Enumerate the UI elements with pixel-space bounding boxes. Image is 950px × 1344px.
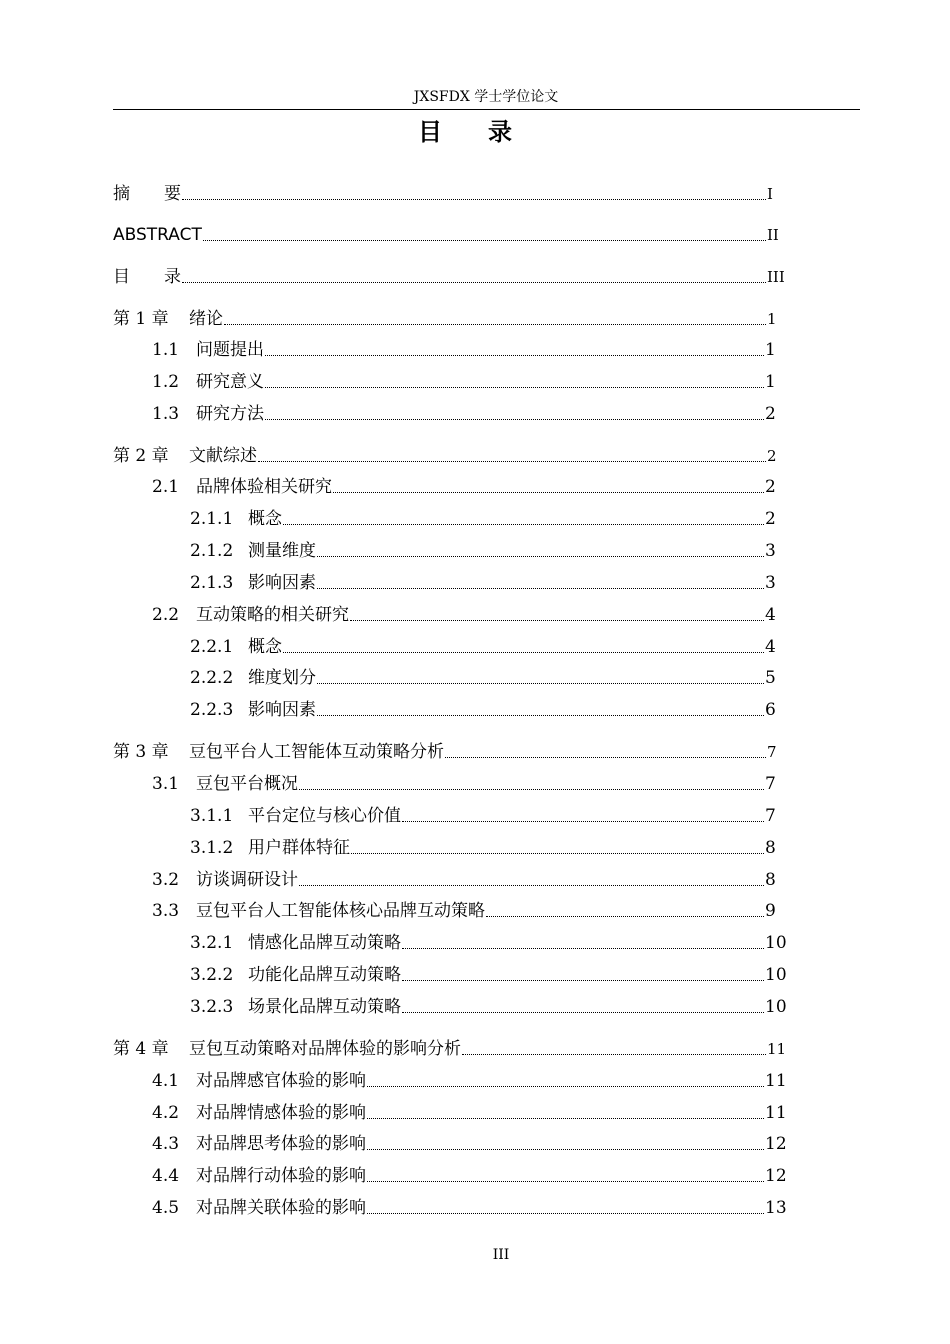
toc-entry-title: 影响因素 bbox=[248, 700, 316, 720]
toc-entry-number: 4.4 bbox=[152, 1166, 180, 1186]
toc-entry-number: 1.2 bbox=[152, 372, 180, 392]
toc-entry-page: III bbox=[767, 268, 785, 286]
toc-entry-page: 2 bbox=[765, 477, 776, 497]
toc-entry[interactable] bbox=[190, 836, 789, 860]
toc-leader-dots bbox=[265, 355, 764, 356]
toc-entry-title: 平台定位与核心价值 bbox=[248, 806, 401, 826]
toc-leader-dots bbox=[367, 1086, 764, 1087]
toc-entry-title: 品牌体验相关研究 bbox=[196, 477, 332, 497]
toc-entry[interactable] bbox=[113, 1037, 789, 1061]
toc-entry-page: 7 bbox=[765, 774, 776, 794]
toc-entry-page: 5 bbox=[765, 668, 776, 688]
toc-entry-number: 3.1 bbox=[152, 774, 180, 794]
toc-entry-title: 场景化品牌互动策略 bbox=[248, 997, 401, 1017]
toc-entry-title: 问题提出 bbox=[196, 340, 264, 360]
toc-entry-page: 4 bbox=[765, 605, 776, 625]
toc-leader-dots bbox=[317, 588, 764, 589]
toc-entry-number: 1.1 bbox=[152, 340, 180, 360]
toc-entry[interactable] bbox=[152, 1069, 789, 1093]
toc-entry[interactable] bbox=[152, 772, 789, 796]
toc-entry[interactable] bbox=[190, 666, 789, 690]
toc-entry-page: 2 bbox=[767, 447, 777, 465]
toc-leader-dots bbox=[462, 1054, 766, 1055]
toc-entry[interactable] bbox=[152, 1196, 789, 1220]
toc-entry-number: 3.3 bbox=[152, 901, 180, 921]
toc-entry-title: 概念 bbox=[248, 509, 282, 529]
toc-entry-title: 豆包平台概况 bbox=[196, 774, 298, 794]
toc-entry-number: 第 3 章 bbox=[113, 742, 169, 762]
toc-leader-dots bbox=[486, 916, 764, 917]
toc-entry-number: 3.1.2 bbox=[190, 838, 234, 858]
toc-entry-page: 12 bbox=[765, 1166, 787, 1186]
toc-entry[interactable] bbox=[152, 370, 789, 394]
toc-entry[interactable] bbox=[190, 963, 789, 987]
toc-entry[interactable] bbox=[113, 223, 789, 247]
toc-entry-title: 豆包平台人工智能体互动策略分析 bbox=[189, 742, 444, 762]
toc-entry-number: 2.1.3 bbox=[190, 573, 234, 593]
toc-entry-page: 7 bbox=[765, 806, 776, 826]
toc-entry[interactable] bbox=[113, 265, 789, 289]
toc-entry-page: 12 bbox=[765, 1134, 787, 1154]
page-number: III bbox=[492, 1247, 510, 1263]
toc-entry-number: 2.2.2 bbox=[190, 668, 234, 688]
toc-leader-dots bbox=[333, 492, 764, 493]
toc-leader-dots bbox=[367, 1213, 764, 1214]
toc-entry-page: II bbox=[767, 226, 779, 244]
toc-entry-title: 影响因素 bbox=[248, 573, 316, 593]
toc-entry-title: 维度划分 bbox=[248, 668, 316, 688]
toc-leader-dots bbox=[182, 282, 766, 283]
toc-entry[interactable] bbox=[113, 307, 789, 331]
toc-entry-page: 1 bbox=[765, 340, 776, 360]
toc-entry[interactable] bbox=[190, 931, 789, 955]
toc-entry-title: 情感化品牌互动策略 bbox=[248, 933, 401, 953]
toc-entry-number: 1.3 bbox=[152, 404, 180, 424]
toc-entry-number: 3.1.1 bbox=[190, 806, 234, 826]
toc-entry-number: 2.2.3 bbox=[190, 700, 234, 720]
toc-entry-title: 对品牌情感体验的影响 bbox=[196, 1103, 366, 1123]
toc-entry[interactable] bbox=[152, 868, 789, 892]
toc-leader-dots bbox=[402, 980, 764, 981]
toc-entry[interactable] bbox=[152, 1132, 789, 1156]
toc-entry[interactable] bbox=[152, 402, 789, 426]
toc-entry-number: 4.2 bbox=[152, 1103, 180, 1123]
toc-leader-dots bbox=[283, 524, 764, 525]
toc-entry-number: 第 2 章 bbox=[113, 446, 169, 466]
toc-entry-title: 测量维度 bbox=[248, 541, 316, 561]
toc-entry-page: 3 bbox=[765, 573, 776, 593]
toc-entry-page: 2 bbox=[765, 404, 776, 424]
toc-entry-page: 11 bbox=[765, 1103, 787, 1123]
toc-leader-dots bbox=[367, 1149, 764, 1150]
toc-entry-page: 1 bbox=[767, 310, 777, 328]
toc-entry-page: 11 bbox=[767, 1040, 787, 1058]
page-title: 目录 bbox=[418, 118, 558, 146]
toc-entry-title: 访谈调研设计 bbox=[196, 870, 298, 890]
toc-leader-dots bbox=[402, 1012, 764, 1013]
toc-leader-dots bbox=[182, 199, 766, 200]
toc-entry-title: 研究意义 bbox=[196, 372, 264, 392]
toc-entry-page: 9 bbox=[765, 901, 776, 921]
toc-leader-dots bbox=[367, 1181, 764, 1182]
toc-entry[interactable] bbox=[152, 1164, 789, 1188]
toc-entry-title: 对品牌感官体验的影响 bbox=[196, 1071, 366, 1091]
toc-entry-number: 第 4 章 bbox=[113, 1039, 169, 1059]
toc-entry-number: 4.1 bbox=[152, 1071, 180, 1091]
toc-entry-number: 2.1.2 bbox=[190, 541, 234, 561]
toc-entry-title: 对品牌思考体验的影响 bbox=[196, 1134, 366, 1154]
toc-leader-dots bbox=[203, 240, 766, 241]
toc-entry-page: 1 bbox=[765, 372, 776, 392]
toc-leader-dots bbox=[283, 652, 764, 653]
toc-entry-page: I bbox=[767, 185, 773, 203]
toc-leader-dots bbox=[402, 821, 764, 822]
toc-leader-dots bbox=[299, 885, 764, 886]
toc-entry[interactable] bbox=[152, 338, 789, 362]
toc-entry-number: 2.2 bbox=[152, 605, 180, 625]
toc-entry-page: 10 bbox=[765, 997, 787, 1017]
toc-entry-number: 3.2.3 bbox=[190, 997, 234, 1017]
toc-entry[interactable] bbox=[190, 571, 789, 595]
toc-entry-page: 8 bbox=[765, 838, 776, 858]
toc-leader-dots bbox=[317, 683, 764, 684]
toc-entry-number: 3.2.2 bbox=[190, 965, 234, 985]
toc-entry-number: 2.1 bbox=[152, 477, 180, 497]
toc-entry[interactable] bbox=[190, 539, 789, 563]
toc-entry[interactable] bbox=[113, 444, 789, 468]
toc-leader-dots bbox=[367, 1118, 764, 1119]
toc-entry[interactable] bbox=[152, 603, 789, 627]
toc-entry[interactable] bbox=[113, 740, 789, 764]
toc-entry-number: 2.2.1 bbox=[190, 637, 234, 657]
toc-leader-dots bbox=[224, 324, 766, 325]
toc-entry-page: 8 bbox=[765, 870, 776, 890]
toc-leader-dots bbox=[299, 789, 764, 790]
toc-entry-title: 豆包平台人工智能体核心品牌互动策略 bbox=[196, 901, 485, 921]
toc-entry-title: 研究方法 bbox=[196, 404, 264, 424]
toc-entry[interactable] bbox=[113, 182, 789, 206]
toc-leader-dots bbox=[258, 461, 766, 462]
toc-entry[interactable] bbox=[190, 995, 789, 1019]
running-header: JXSFDX 学士学位论文 bbox=[413, 89, 559, 105]
toc-entry-page: 2 bbox=[765, 509, 776, 529]
toc-leader-dots bbox=[445, 757, 766, 758]
toc-entry-title: 目 录 bbox=[113, 267, 181, 287]
toc-entry-number: 3.2 bbox=[152, 870, 180, 890]
toc-entry-title: 豆包互动策略对品牌体验的影响分析 bbox=[189, 1039, 461, 1059]
toc-leader-dots bbox=[317, 715, 764, 716]
toc-entry[interactable] bbox=[190, 698, 789, 722]
toc-leader-dots bbox=[351, 853, 764, 854]
toc-entry[interactable] bbox=[152, 1101, 789, 1125]
toc-entry-title: 功能化品牌互动策略 bbox=[248, 965, 401, 985]
toc-entry-number: 4.3 bbox=[152, 1134, 180, 1154]
toc-entry-page: 3 bbox=[765, 541, 776, 561]
toc-leader-dots bbox=[350, 620, 764, 621]
toc-entry-title: 绪论 bbox=[189, 309, 223, 329]
toc-entry-title: ABSTRACT bbox=[113, 225, 202, 245]
toc-entry[interactable] bbox=[190, 635, 789, 659]
toc-entry[interactable] bbox=[152, 899, 789, 923]
toc-entry[interactable] bbox=[190, 804, 789, 828]
toc-entry-title: 互动策略的相关研究 bbox=[196, 605, 349, 625]
toc-entry-number: 2.1.1 bbox=[190, 509, 234, 529]
toc-entry-number: 第 1 章 bbox=[113, 309, 169, 329]
toc-entry-title: 对品牌关联体验的影响 bbox=[196, 1198, 366, 1218]
toc-leader-dots bbox=[265, 419, 764, 420]
toc-entry-number: 4.5 bbox=[152, 1198, 180, 1218]
toc-entry-page: 13 bbox=[765, 1198, 787, 1218]
toc-entry-page: 10 bbox=[765, 965, 787, 985]
toc-entry-page: 11 bbox=[765, 1071, 787, 1091]
toc-entry-page: 7 bbox=[767, 743, 777, 761]
toc-leader-dots bbox=[265, 387, 764, 388]
toc-entry-page: 6 bbox=[765, 700, 776, 720]
toc-entry[interactable] bbox=[190, 507, 789, 531]
toc-entry-title: 文献综述 bbox=[189, 446, 257, 466]
toc-entry-title: 用户群体特征 bbox=[248, 838, 350, 858]
toc-entry[interactable] bbox=[152, 475, 789, 499]
toc-entry-title: 概念 bbox=[248, 637, 282, 657]
toc-entry-page: 4 bbox=[765, 637, 776, 657]
toc-entry-title: 对品牌行动体验的影响 bbox=[196, 1166, 366, 1186]
toc-leader-dots bbox=[402, 948, 764, 949]
toc-leader-dots bbox=[317, 556, 764, 557]
toc-entry-page: 10 bbox=[765, 933, 787, 953]
toc-entry-number: 3.2.1 bbox=[190, 933, 234, 953]
toc-entry-title: 摘 要 bbox=[113, 184, 181, 204]
